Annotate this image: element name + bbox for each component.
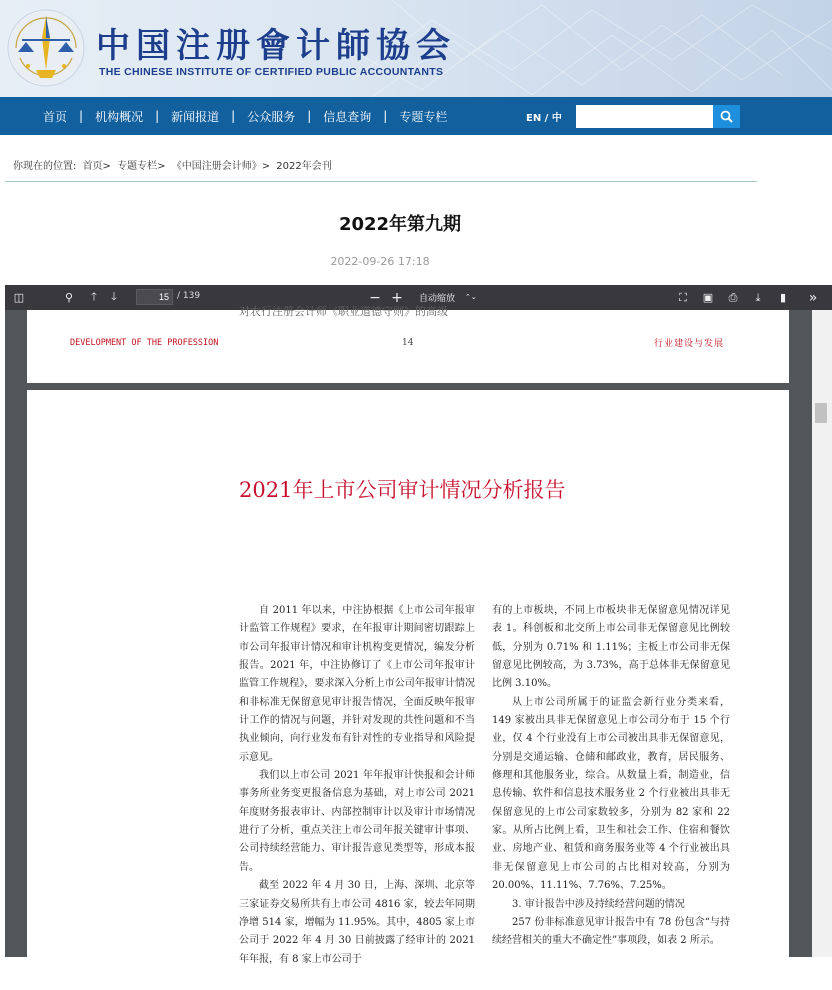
paragraph: 自 2011 年以来，中注协根据《上市公司年报审计监管工作规程》要求，在年报审计期间密切跟踪上市公司年报审计情况和审计机构变更情况，编发分析报告。2021 年，中注协修订了《上市公司年报审计监管工作规程》，要求深入分析上市公司年报审计情况和非标准无保留意见审计报告情况，全面反映年报审计工作的情况与问题，并针对发现的共性问题和不当执业倾向，向行业发布有针对性的专业指导和风险提示意见。 bbox=[239, 605, 475, 763]
text-column-left bbox=[239, 602, 475, 969]
site-title-cn: 中国注册會计師協会 bbox=[96, 26, 456, 66]
nav-item-news[interactable]: 新闻报道 bbox=[171, 109, 220, 124]
scrollbar-thumb[interactable] bbox=[815, 403, 827, 423]
download-icon[interactable]: ⤓ bbox=[755, 290, 761, 304]
site-title-en: THE CHINESE INSTITUTE OF CERTIFIED PUBLIC ACCOUNTANTS bbox=[99, 66, 444, 78]
page-total: / 139 bbox=[177, 291, 201, 301]
nav-separator: | bbox=[383, 109, 388, 123]
nav-item-special-topics[interactable]: 专题专栏 bbox=[399, 109, 448, 124]
paragraph: 从上市公司所属于的证监会新行业分类来看，149 家被出具非无保留意见上市公司分布于 15 个行业，仅 4 个行业没有上市公司被出具非无保留意见，分别是交通运输、仓储和邮政业，教育，居民服务、修理和其他服务业，综合。从数量上看，制造业，信息传输、软件和信息技术服务业 2 个行业被出具非无保留意见的上市公司家数较多，分别为 82 家和 22 家。从所占比例上看，卫生和社会工作、住宿和餐饮业、房地产业、租赁和商务服务业等 4 个行业被出具非无保留意见上市公司的占比相对较高，分别为 20.00%、11.11%、7.76%、7.25%。 bbox=[492, 696, 730, 892]
paragraph: 257 份非标准意见审计报告中有 78 份包含“与持续经营相关的重大不确定性”事项段，如表 2 所示。 bbox=[492, 916, 730, 947]
nav-item-about[interactable]: 机构概况 bbox=[95, 109, 144, 124]
paragraph: 截至 2022 年 4 月 30 日，上海、深圳、北京等三家证券交易所共有上市公司 4816 家，较去年同期净增 514 家，增幅为 11.95%。其中，4805 家上市公司于 2022 年 4 月 30 日前披露了经审计的 2021 年年报，有 8 家上市公司于 bbox=[239, 880, 475, 965]
tools-icon[interactable]: » bbox=[808, 289, 818, 306]
presentation-icon[interactable]: ⛶ bbox=[679, 290, 687, 304]
zoom-value: 自动缩放 bbox=[419, 293, 456, 304]
page-up-icon[interactable]: 🡑 bbox=[91, 290, 97, 303]
breadcrumb-special-topics[interactable]: 专题专栏> bbox=[117, 161, 166, 172]
zoom-out-icon[interactable]: − bbox=[369, 289, 381, 306]
find-icon[interactable]: ⚲ bbox=[64, 291, 74, 304]
nav-items bbox=[31, 97, 459, 135]
nav-separator: | bbox=[79, 109, 84, 123]
report-title: 2021年上市公司审计情况分析报告 bbox=[239, 478, 566, 502]
nav-separator: | bbox=[231, 109, 236, 123]
search-input[interactable] bbox=[576, 105, 713, 128]
breadcrumb-home[interactable]: 首页> bbox=[82, 161, 111, 172]
nav-item-info-query[interactable]: 信息查询 bbox=[323, 109, 372, 124]
page-number-input[interactable] bbox=[136, 289, 173, 305]
chevron-updown-icon: ⌃⌄ bbox=[465, 293, 477, 301]
breadcrumb bbox=[13, 157, 335, 172]
page-header-left: DEVELOPMENT OF THE PROFESSION bbox=[70, 338, 219, 348]
print-icon[interactable]: ⎙ bbox=[728, 290, 738, 304]
nav-item-home[interactable]: 首页 bbox=[43, 109, 68, 124]
pdf-page-14 bbox=[27, 305, 789, 383]
breadcrumb-journal[interactable]: 《中国注册会计师》> bbox=[171, 161, 271, 172]
pdf-page-15 bbox=[27, 390, 789, 990]
article-title: 2022年第九期 bbox=[338, 214, 462, 235]
bookmark-icon[interactable]: ▮ bbox=[779, 291, 787, 304]
language-switch[interactable]: EN / 中 bbox=[526, 113, 562, 124]
open-file-icon[interactable]: ▣ bbox=[702, 291, 714, 304]
search-button[interactable] bbox=[713, 105, 740, 128]
paragraph: 我们以上市公司 2021 年年报审计快报和会计师事务所业务变更报备信息为基础，对上市公司 2021 年度财务报表审计、内部控制审计以及审计市场情况进行了分析，重点关注上市公司年报关键审计事项、公司持续经营能力、审计报告意见类型等，形成本报告。 bbox=[239, 770, 475, 873]
paragraph: 有的上市板块，不同上市板块非无保留意见情况详见表 1。科创板和北交所上市公司非无保留意见比例较低，分别为 0.71% 和 1.11%；主板上市公司非无保留意见比例较高，为 3.73%，高于总体非无保留意见比例 3.10%。 bbox=[492, 605, 730, 690]
sidebar-toggle-icon[interactable]: ◫ bbox=[13, 291, 25, 304]
page-header-right: 行业建设与发展 bbox=[654, 339, 725, 349]
cicpa-scales-logo-icon[interactable] bbox=[6, 8, 86, 88]
divider bbox=[5, 181, 757, 182]
pdf-viewer-area[interactable] bbox=[5, 305, 832, 965]
section-heading: 3. 审计报告中涉及持续经营问题的情况 bbox=[512, 898, 685, 910]
zoom-in-icon[interactable]: + bbox=[391, 289, 403, 306]
search-icon bbox=[720, 110, 733, 123]
page-number: 14 bbox=[402, 338, 414, 348]
page-cut-text: 对农行注册会计师《职业道德守则》的高级 bbox=[239, 305, 448, 318]
text-column-right bbox=[492, 602, 730, 951]
breadcrumb-2022-issue[interactable]: 2022年会刊 bbox=[276, 161, 332, 172]
nav-item-public-service[interactable]: 公众服务 bbox=[247, 109, 296, 124]
article-date: 2022-09-26 17:18 bbox=[330, 255, 430, 268]
nav-separator: | bbox=[155, 109, 160, 123]
page-down-icon[interactable]: 🡓 bbox=[111, 290, 117, 303]
nav-separator: | bbox=[307, 109, 312, 123]
site-banner bbox=[0, 0, 832, 97]
breadcrumb-label: 你现在的位置: bbox=[13, 161, 77, 172]
